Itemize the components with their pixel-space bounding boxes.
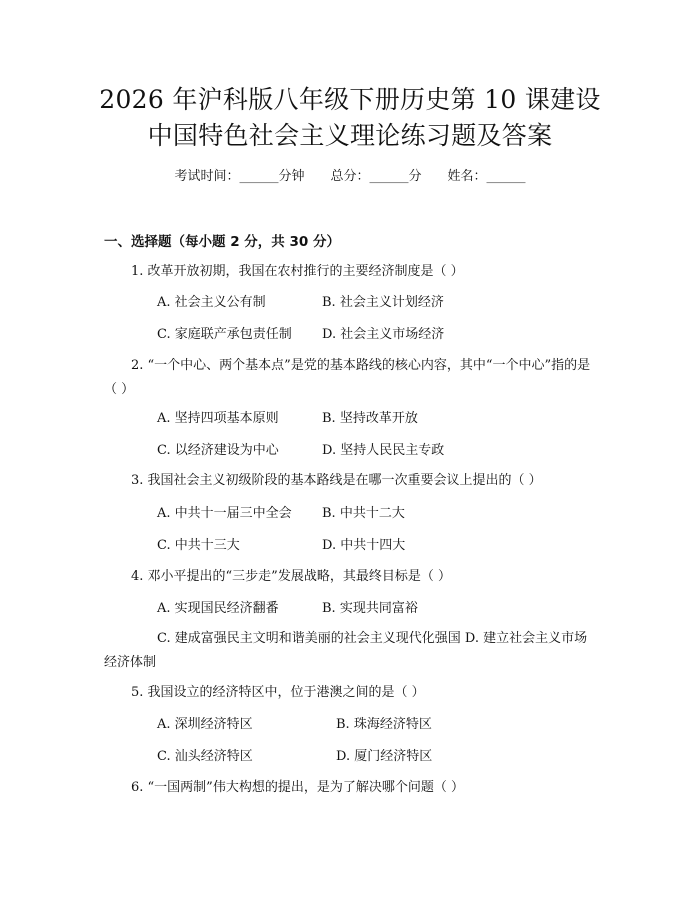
question-2-option-c: C. 以经济建设为中心 <box>157 443 279 458</box>
question-2-stem: 2. “一个中心、两个基本点”是党的基本路线的核心内容，其中“一个中心”指的是（ ） <box>104 358 591 397</box>
question-3-option-d: D. 中共十四大 <box>322 538 406 553</box>
question-3-stem: 3. 我国社会主义初级阶段的基本路线是在哪一次重要会议上提出的（ ） <box>131 473 542 488</box>
question-2-option-a: A. 坚持四项基本原则 <box>157 411 279 426</box>
question-1-option-b: B. 社会主义计划经济 <box>322 295 444 310</box>
question-4-option-a: A. 实现国民经济翻番 <box>157 601 279 616</box>
question-3-option-a: A. 中共十一届三中全会 <box>157 506 292 521</box>
question-4-option-b: B. 实现共同富裕 <box>322 601 418 616</box>
question-4-stem: 4. 邓小平提出的“三步走”发展战略，其最终目标是（ ） <box>131 569 451 584</box>
question-5-option-c: C. 汕头经济特区 <box>157 749 253 764</box>
question-2-option-b: B. 坚持改革开放 <box>322 411 418 426</box>
exam-time-field: 考试时间：______分钟 <box>174 169 305 184</box>
question-4-options-c-d: C. 建成富强民主文明和谐美丽的社会主义现代化强国 D. 建立社会主义市场经济体制 <box>104 631 588 670</box>
document-title-line-1: 2026 年沪科版八年级下册历史第 10 课建设 <box>99 85 601 114</box>
question-6-stem: 6. “一国两制”伟大构想的提出，是为了解决哪个问题（ ） <box>131 780 464 795</box>
question-1-option-a: A. 社会主义公有制 <box>157 295 266 310</box>
exam-info <box>0 168 700 186</box>
question-1-stem: 1. 改革开放初期，我国在农村推行的主要经济制度是（ ） <box>131 264 464 279</box>
name-field: 姓名：______ <box>447 169 526 184</box>
section-heading: 一、选择题（每小题 2 分，共 30 分） <box>104 234 340 250</box>
document-title-line-2: 中国特色社会主义理论练习题及答案 <box>147 121 553 150</box>
question-3-option-b: B. 中共十二大 <box>322 506 405 521</box>
total-score-field: 总分：______分 <box>330 169 422 184</box>
question-5-option-b: B. 珠海经济特区 <box>336 717 432 732</box>
question-1-option-d: D. 社会主义市场经济 <box>322 327 445 342</box>
question-5-stem: 5. 我国设立的经济特区中，位于港澳之间的是（ ） <box>131 685 425 700</box>
question-5-option-d: D. 厦门经济特区 <box>336 749 433 764</box>
question-3-option-c: C. 中共十三大 <box>157 538 240 553</box>
question-2-option-d: D. 坚持人民民主专政 <box>322 443 445 458</box>
question-5-option-a: A. 深圳经济特区 <box>157 717 253 732</box>
question-1-option-c: C. 家庭联产承包责任制 <box>157 327 292 342</box>
